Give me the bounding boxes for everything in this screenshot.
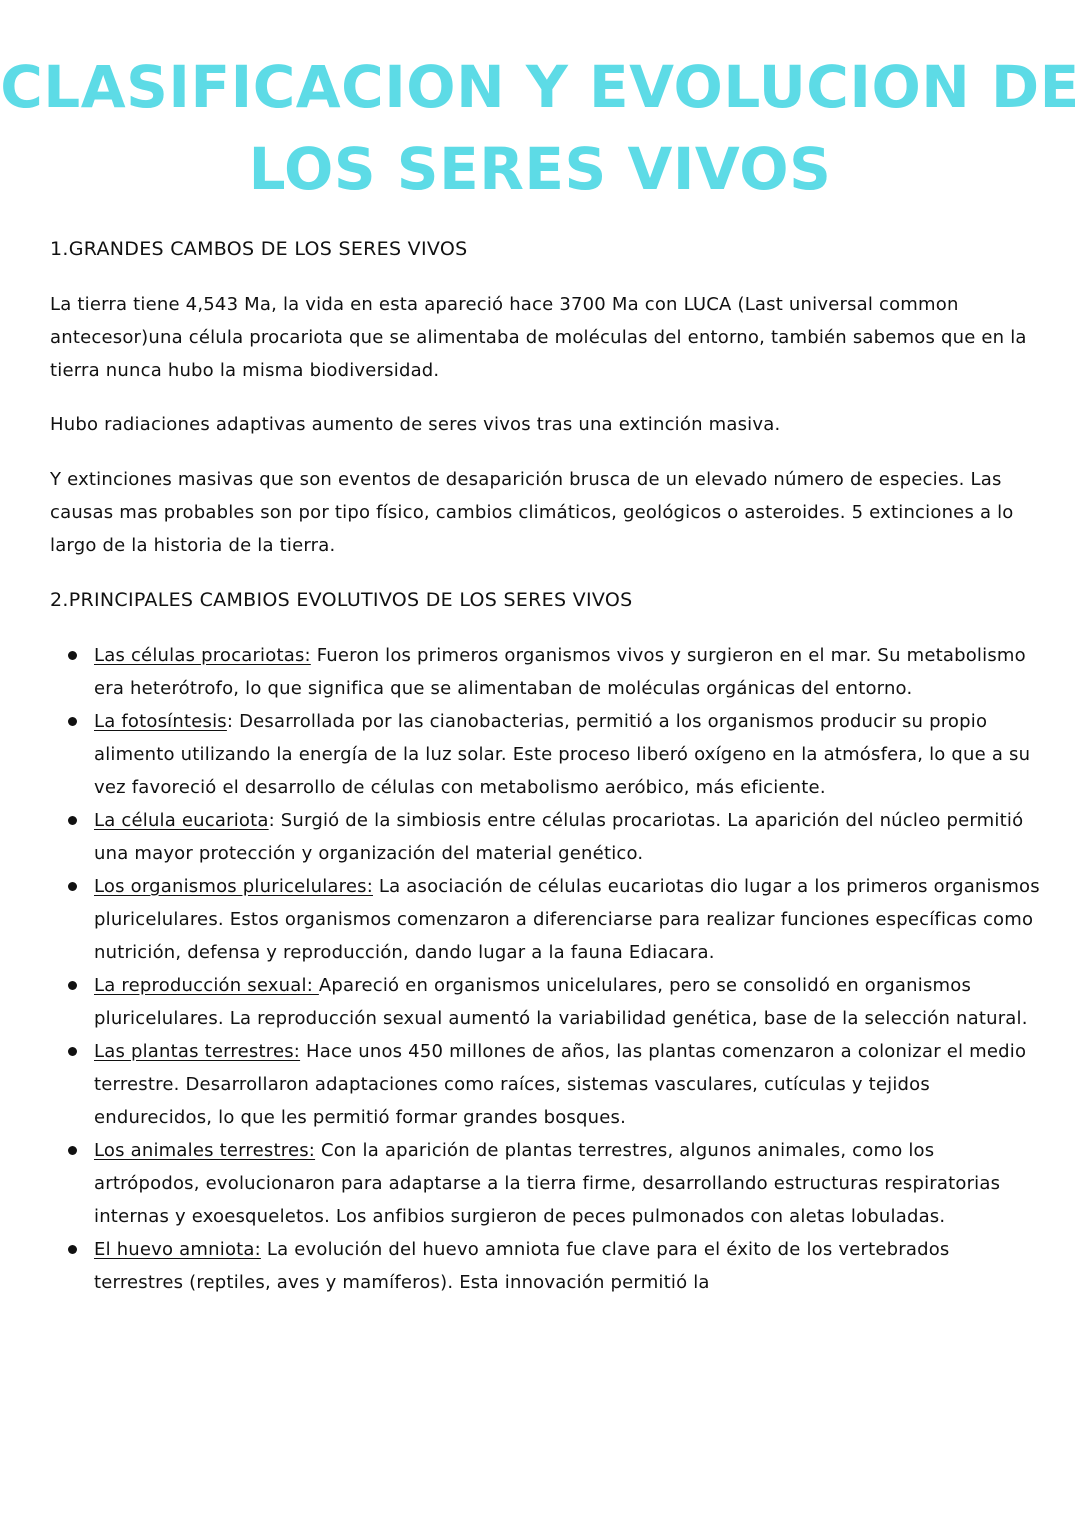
list-item-term: Las células procariotas: bbox=[94, 645, 311, 666]
list-item-text: Con la aparición de plantas terrestres, algunos animales, como los artrópodos, evolucionaron para adaptarse a la tierra firme, desarrollando estructuras respiratorias internas y exoesqueletos. Los anfibios surgieron de peces pulmonados con aletas lobuladas. bbox=[94, 1140, 1001, 1227]
list-item bbox=[50, 639, 1040, 705]
list-item-text: La evolución del huevo amniota fue clave para el éxito de los vertebrados terrestres (reptiles, aves y mamíferos). Esta innovación permitió la bbox=[94, 1239, 950, 1293]
list-item-term: La célula eucariota bbox=[94, 810, 269, 831]
list-item-text: Fueron los primeros organismos vivos y surgieron en el mar. Su metabolismo era heterótrofo, lo que significa que se alimentaban de moléculas orgánicas del entorno. bbox=[94, 645, 1026, 699]
list-item-text: Hace unos 450 millones de años, las plantas comenzaron a colonizar el medio terrestre. Desarrollaron adaptaciones como raíces, sistemas vasculares, cutículas y tejidos endurecidos, lo que les permitió formar grandes bosques. bbox=[94, 1041, 1027, 1128]
bullet-icon bbox=[68, 1146, 77, 1155]
bullet-icon bbox=[68, 981, 77, 990]
page-title bbox=[0, 46, 1080, 210]
list-item bbox=[50, 1134, 1040, 1233]
section-1-paragraph: Hubo radiaciones adaptivas aumento de seres vivos tras una extinción masiva. bbox=[50, 414, 781, 435]
page-title-line-2: LOS SERES VIVOS bbox=[248, 135, 832, 203]
bullet-icon bbox=[68, 651, 77, 660]
section-1-heading: 1.GRANDES CAMBOS DE LOS SERES VIVOS bbox=[50, 238, 468, 260]
list-item-text: La asociación de células eucariotas dio lugar a los primeros organismos pluricelulares. Estos organismos comenzaron a diferenciarse para realizar funciones específicas como nutrición, defensa y reproducción, dando lugar a la fauna Ediacara. bbox=[94, 876, 1040, 963]
list-item-term: Las plantas terrestres: bbox=[94, 1041, 301, 1062]
list-item-term: La reproducción sexual: bbox=[94, 975, 319, 996]
list-item bbox=[50, 969, 1040, 1035]
list-item-term: Los animales terrestres: bbox=[94, 1140, 316, 1161]
bullet-icon bbox=[68, 882, 77, 891]
bullet-icon bbox=[68, 1245, 77, 1254]
list-item bbox=[50, 1233, 1040, 1299]
list-item-text: Apareció en organismos unicelulares, pero se consolidó en organismos pluricelulares. La reproducción sexual aumentó la variabilidad genética, base de la selección natural. bbox=[94, 975, 1028, 1029]
list-item bbox=[50, 870, 1040, 969]
page-title-line-1: CLASIFICACION Y EVOLUCION DE bbox=[0, 53, 1080, 121]
list-item bbox=[50, 1035, 1040, 1134]
bullet-icon bbox=[68, 1047, 77, 1056]
list-item-text: : Desarrollada por las cianobacterias, permitió a los organismos producir su propio alimento utilizando la energía de la luz solar. Este proceso liberó oxígeno en la atmósfera, lo que a su vez favoreció el desarrollo de células con metabolismo aeróbico, más eficiente. bbox=[94, 711, 1031, 798]
list-item bbox=[50, 804, 1040, 870]
list-item-term: El huevo amniota: bbox=[94, 1239, 261, 1260]
section-2-heading: 2.PRINCIPALES CAMBIOS EVOLUTIVOS DE LOS SERES VIVOS bbox=[50, 589, 633, 611]
list-item bbox=[50, 705, 1040, 804]
list-item-text: : Surgió de la simbiosis entre células procariotas. La aparición del núcleo permitió una mayor protección y organización del material genético. bbox=[94, 810, 1024, 864]
evolution-changes-list bbox=[50, 639, 1040, 1299]
section-1-paragraph: La tierra tiene 4,543 Ma, la vida en esta apareció hace 3700 Ma con LUCA (Last universal common antecesor)una célula procariota que se alimentaba de moléculas del entorno, también sabemos que en la tierra nunca hubo la misma biodiversidad. bbox=[50, 294, 1027, 381]
bullet-icon bbox=[68, 816, 77, 825]
list-item-term: La fotosíntesis bbox=[94, 711, 227, 732]
bullet-icon bbox=[68, 717, 77, 726]
section-1-paragraph: Y extinciones masivas que son eventos de desaparición brusca de un elevado número de especies. Las causas mas probables son por tipo físico, cambios climáticos, geológicos o asteroides. 5 extinciones a lo largo de la historia de la tierra. bbox=[50, 469, 1014, 556]
list-item-term: Los organismos pluricelulares: bbox=[94, 876, 373, 897]
